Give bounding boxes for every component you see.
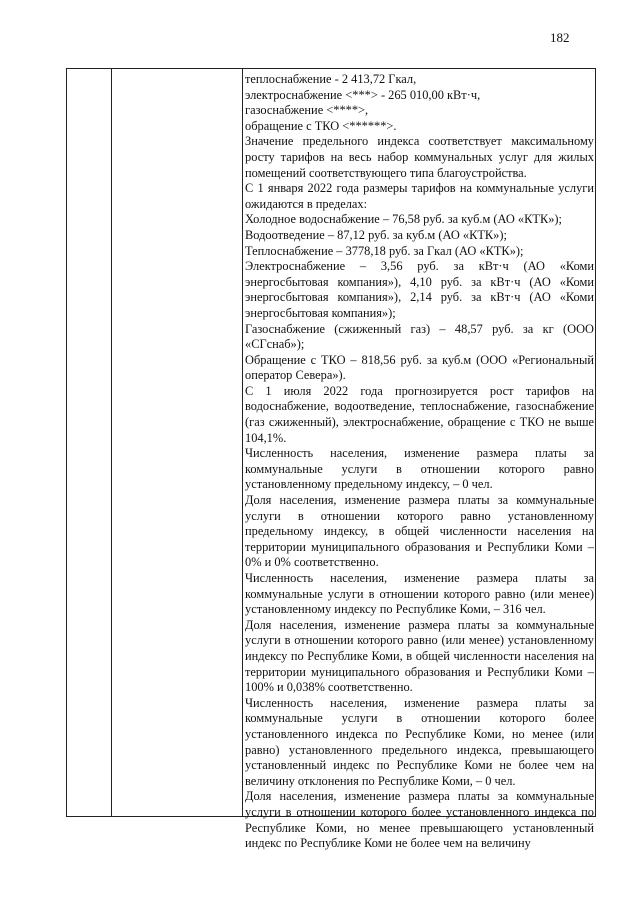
document-table xyxy=(66,68,596,851)
paragraph: Холодное водоснабжение – 76,58 руб. за куб.м (АО «КТК»); xyxy=(245,212,562,227)
column-divider xyxy=(242,69,243,816)
paragraph: Доля населения, изменение размера платы за коммунальные услуги в отношении которого более установленного индекса по Республике Коми, но менее превышающего установленный индекс по Республике Коми не более чем на величину xyxy=(245,789,594,851)
paragraph: теплоснабжение - 2 413,72 Гкал, xyxy=(245,72,417,86)
paragraph: газоснабжение <****>, xyxy=(245,103,369,118)
paragraph: Численность населения, изменение размера платы за коммунальные услуги в отношении которого более установленного индекса по Республике Коми, но менее (или равно) установленного предельного индекса, превышающего установленный индекс по Республике Коми не более чем на величину отклонения по Республике Коми, – 0 чел. xyxy=(245,695,594,788)
paragraph: Газоснабжение (сжиженный газ) – 48,57 руб. за кг (ООО «СГснаб»); xyxy=(245,321,594,352)
paragraph: Численность населения, изменение размера платы за коммунальные услуги в отношении которого равно (или менее) установленному индексу по Республике Коми, – 316 чел. xyxy=(245,571,594,617)
paragraph: обращение с ТКО <******>. xyxy=(245,118,397,133)
paragraph: С 1 июля 2022 года прогнозируется рост тарифов на водоснабжение, водоотведение, теплоснабжение, газоснабжение (газ сжиженный), электроснабжение, обращение с ТКО не выше 104,1%. xyxy=(245,383,594,445)
column-divider xyxy=(111,69,112,816)
paragraph: Доля населения, изменение размера платы за коммунальные услуги в отношении которого равно (или менее) установленному индексу по Республике Коми, в общей численности населения на территории муниципального образования и Республики Коми – 100% и 0,038% соответственно. xyxy=(245,617,594,695)
paragraph: Численность населения, изменение размера платы за коммунальные услуги в отношении которого равно установленному предельному индексу, – 0 чел. xyxy=(245,446,594,492)
paragraph: Обращение с ТКО – 818,56 руб. за куб.м (ООО «Региональный оператор Севера»). xyxy=(245,352,594,383)
paragraph: Электроснабжение – 3,56 руб. за кВт·ч (АО «Коми энергосбытовая компания»), 4,10 руб. за кВт·ч (АО «Коми энергосбытовая компания»), 2,14 руб. за кВт·ч (АО «Коми энергосбытовая компания»); xyxy=(245,259,594,320)
paragraph: Водоотведение – 87,12 руб. за куб.м (АО «КТК»); xyxy=(245,227,507,242)
paragraph: Доля населения, изменение размера платы за коммунальные услуги в отношении которого равно установленному предельному индексу, в общей численности населения на территории муниципального образования и Республики Коми – 0% и 0% соответственно. xyxy=(245,493,594,570)
table-cell-text xyxy=(245,72,594,852)
paragraph: электроснабжение <***> - 265 010,00 кВт·ч, xyxy=(245,87,481,102)
paragraph: Значение предельного индекса соответствует максимальному росту тарифов на весь набор коммунальных услуг для жилых помещений соответствующего типа благоустройства. xyxy=(245,134,594,180)
page-number: 182 xyxy=(550,30,570,45)
paragraph: С 1 января 2022 года размеры тарифов на коммунальные услуги ожидаются в пределах: xyxy=(245,181,594,211)
paragraph: Теплоснабжение – 3778,18 руб. за Гкал (АО «КТК»); xyxy=(245,243,524,258)
